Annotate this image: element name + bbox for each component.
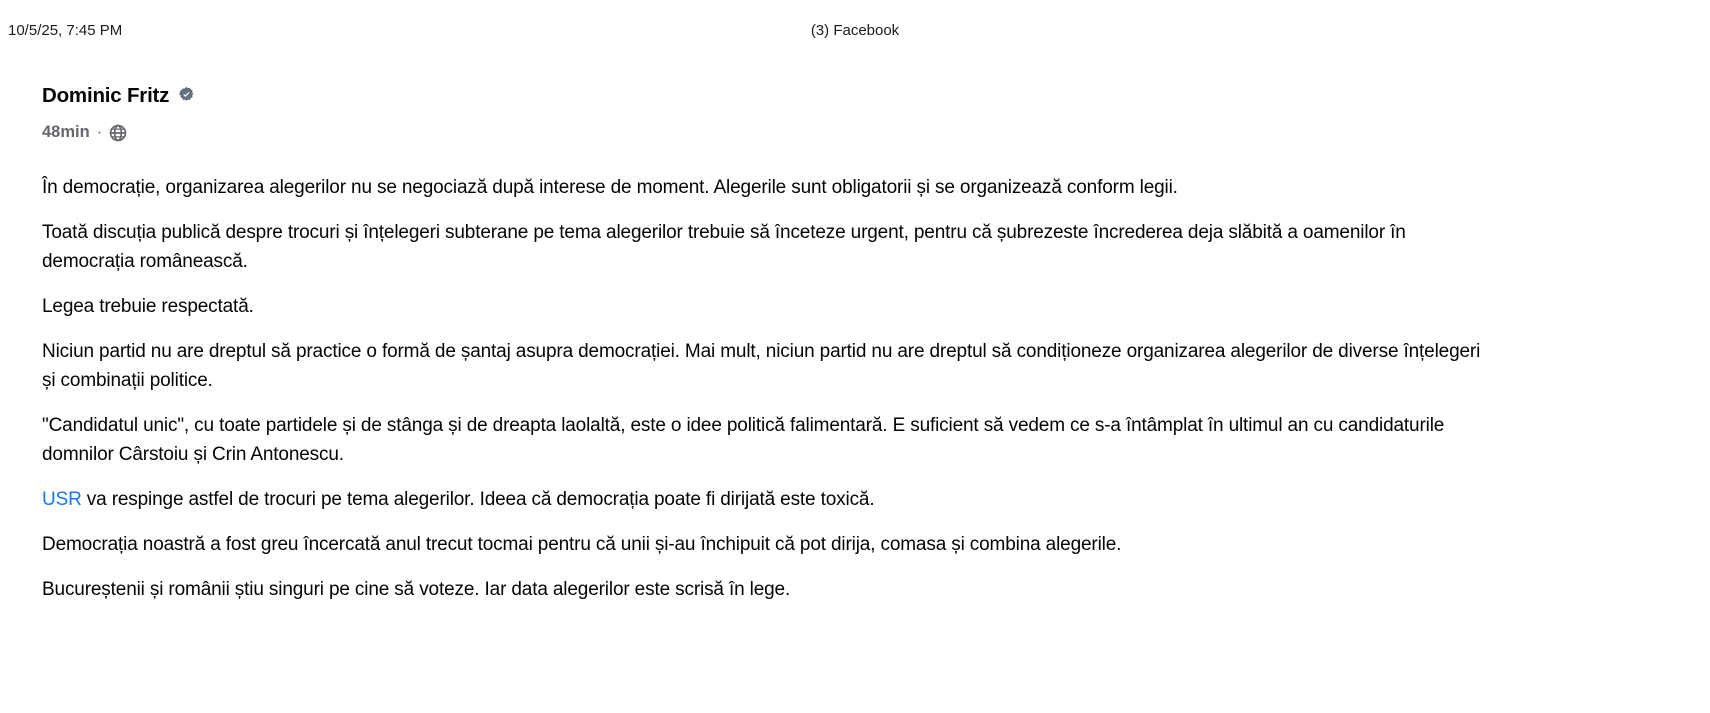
print-page-title: (3) Facebook <box>810 22 900 39</box>
post-body <box>42 173 1492 604</box>
post-paragraph: Toată discuția publică despre trocuri și înțelegeri subterane pe tema alegerilor trebuie să înceteze urgent, pentru că șubrezeste încrederea deja slăbită a oamenilor în democrația românească. <box>42 222 1406 272</box>
post-paragraph: Democrația noastră a fost greu încercată anul trecut tocmai pentru că unii și-au închipuit că pot dirija, comasa și combina alegerile. <box>42 534 1122 555</box>
facebook-post <box>42 84 1492 620</box>
post-meta-row <box>42 123 1492 142</box>
post-paragraph-text: va respinge astfel de trocuri pe tema alegerilor. Ideea că democrația poate fi dirijată este toxică. <box>81 489 875 510</box>
verified-badge-icon <box>178 90 195 103</box>
post-paragraph: "Candidatul unic", cu toate partidele și de stânga și de dreapta laolaltă, este o idee politică falimentară. E suficient să vedem ce s-a întâmplat în ultimul an cu candidaturile domnilor Cârstoiu și Crin Antonescu. <box>42 415 1445 465</box>
post-paragraph: Legea trebuie respectată. <box>42 296 254 317</box>
usr-page-link[interactable]: USR <box>42 489 82 510</box>
print-header <box>0 22 1710 42</box>
author-name[interactable]: Dominic Fritz <box>42 84 170 107</box>
meta-separator: · <box>96 123 103 141</box>
post-paragraph-with-link <box>42 485 1492 514</box>
post-paragraph: Niciun partid nu are dreptul să practice o formă de șantaj asupra democrației. Mai mult, niciun partid nu are dreptul să condiționeze organizarea alegerilor de diverse înțelegeri și combinații politice. <box>42 341 1481 391</box>
post-author-row <box>42 84 1492 108</box>
post-timestamp[interactable]: 48min <box>42 123 90 141</box>
globe-audience-icon <box>109 124 127 142</box>
print-datetime: 10/5/25, 7:45 PM <box>8 22 123 39</box>
post-paragraph: În democrație, organizarea alegerilor nu se negociază după interese de moment. Alegerile sunt obligatorii și se organizează conform legii. <box>42 177 1178 198</box>
post-paragraph: Bucureștenii și românii știu singuri pe cine să voteze. Iar data alegerilor este scrisă în lege. <box>42 579 791 600</box>
